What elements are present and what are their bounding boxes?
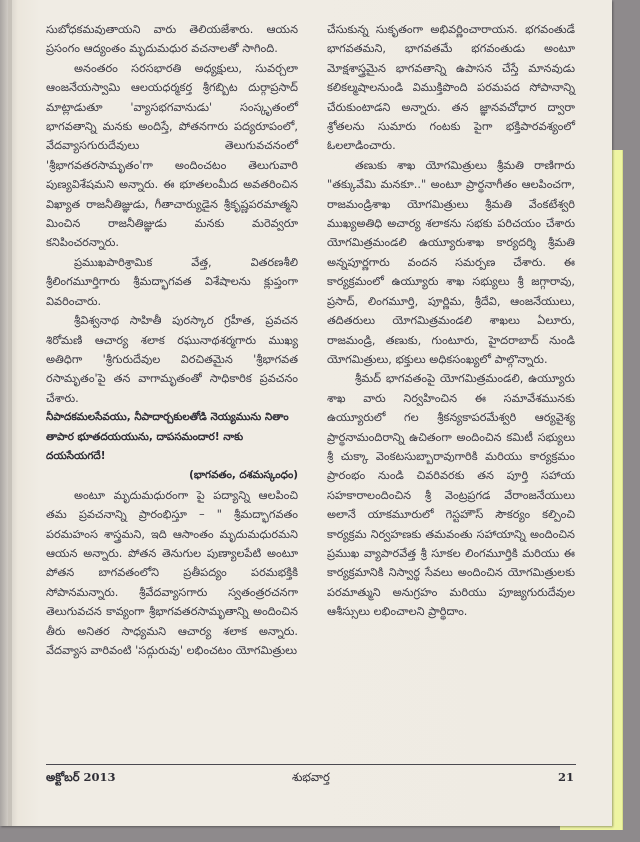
paragraph: చేసుకున్న సుకృతంగా అభివర్ణించారాయన. భగవంతుడే భాగవతమని, భాగవతమే భగవంతుడు అంటూ మోక్షశాస్త్రమైన భాగవతాన్ని ఉపాసన చేస్తే మానవుడు కలికల్మషాలనుండి విముక్తిపొంది పరమపద సోపానాన్ని చేరుకుంటాడని అన్నారు. తన జ్ఞానవచోధార ద్వారా శ్రోతలను సుమారు గంటకు పైగా భక్తిపారవశ్యంలో ఓలలాడించారు. [327, 23, 575, 153]
footer-divider [46, 764, 576, 765]
right-column [327, 20, 575, 622]
paragraph: అనంతరం సరసభారతి అధ్యక్షులు, సువర్చలా ఆంజనేయస్వామి ఆలయధర్మకర్త శ్రీగబ్బిట దుర్గాప్రసాద్ మాట్లాడుతూ 'వ్యాసభగవానుడు' సంస్కృతంలో భాగవతాన్ని మనకు అందిస్తే, పోతనగారు పద్యరూపంలో, వేదవ్యాసగురుదేవులు తెలుగువచనంలో 'శ్రీభాగవతరసామృతం'గా అందించటం తెలుగువారి పుణ్యవిశేషమని అన్నారు. ఈ భూతలంమీద అవతరించిన విఖ్యాత రాజనీతిజ్ఞుడు, గీతాచార్యుడైన శ్రీకృష్ణపరమాత్మని మించిన రాజనీతిజ్ఞుడు మనకు మరెవ్వరూ కనిపించరన్నారు. [46, 61, 298, 250]
footer-date: అక్టోబర్ 2013 [46, 770, 116, 784]
paragraph: ప్రముఖపారిశ్రామిక వేత్త, వితరణశీలి శ్రీలింగమూర్తిగారు శ్రీమద్భాగవత విశేషాలను క్లుప్తంగా వివరించారు. [46, 255, 298, 308]
footer-magazine-name: శుభవార్త [292, 770, 330, 784]
paragraph: సుబోధకమవుతాయని వారు తెలియజేశారు. ఆయన ప్రసంగం ఆద్యంతం మృదుమధుర వచనాలతో సాగింది. [46, 23, 298, 56]
paragraph: అంటూ మృదుమధురంగా పై పద్యాన్ని ఆలపించి తమ ప్రవచనాన్ని ప్రారంభిస్తూ – " శ్రీమద్భాగవతం పరమహంస శాస్త్రమని, ఇది ఆసాంతం మృదుమధురమని ఆయన అన్నారు. పోతన తెనుగుల పుణ్యాలపేటి అంటూ పోతన బాగవతంలోని ప్రతీపద్యం పరమభక్తికి సోపానమన్నారు. శ్రీవేదవ్యాసగారు స్వతంత్రరచనగా తెలుగువచన కావ్యంగా శ్రీభాగవతరసామృతాన్ని అందించిన తీరు అనితర సాధ్యమని ఆచార్య శలాక అన్నారు. వేదవ్యాస వారివంటి 'సద్గురువు' లభించటం యోగమిత్రులు [46, 488, 298, 657]
paragraph: శ్రీవిశ్వనాథ సాహితీ పురస్కార గ్రహీత, ప్రవచన శిరోమణి ఆచార్య శలాక రఘునాథశర్మగారు ముఖ్య అతిధిగా 'శ్రీగురుదేవుల విరచితమైన 'శ్రీభాగవత రసామృతం'పై తన వాగామృతంతో సాధికారిక ప్రవచనం చేశారు. [46, 314, 298, 405]
page-number: 21 [558, 770, 575, 784]
paragraph: తణుకు శాఖ యోగమిత్రులు శ్రీమతి రాణిగారు "తక్కువేమి మనకూ.." అంటూ ప్రార్థనాగీతం ఆలపించగా, రాజమండ్రిశాఖ యోగమిత్రులు శ్రీమతి వేంకటేశ్వరి ముఖ్యఅతిధి అచార్య శలాకను సభకు పరిచయం చేశారు యోగమిత్రమండలి ఉయ్యూరుశాఖ కార్యదర్శి శ్రీమతి అన్నపూర్ణగారు వందన సమర్పణ చేశారు. ఈ కార్యక్రమంలో ఉయ్యూరు శాఖ సభ్యులు శ్రీ జగ్గారావు, ప్రసాద్, లింగమూర్తి, పూర్ణిమ, శ్రీదేవి, ఆంజనేయులు, తదితరులు యోగమిత్రమండలి శాఖలు ఏలూరు, రాజమండ్రి, తణుకు, గుంటూరు, హైదరాబాద్ నుండి యోగమిత్రులు, భక్తులు అధికసంఖ్యలో పాల్గొన్నారు. [327, 158, 575, 366]
verse-source: (భాగవతం, దశమస్కంధం) [189, 469, 298, 482]
verse-line: తాపార భూతదయయును, దాపసమందార! నాకు దయసేయగదే! [46, 430, 244, 462]
paragraph: శ్రీమద్ భాగవతంపై యోగమిత్రమండలి, ఉయ్యూరు శాఖ వారు నిర్వహించిన ఈ సమావేశమునకు ఉయ్యూరులో గల శ్రీకన్యకాపరమేశ్వరి ఆర్యవైశ్య ప్రార్థనామందిరాన్ని ఉచితంగా అందించిన కమిటీ సభ్యులు శ్రీ చుక్కా వెంకటసుబ్బారావుగారికి మరియు కార్యక్రమం ప్రారంభం నుండి చివరివరకు తన పూర్తి సహాయ సహకారాలందించిన శ్రీ వెంట్రప్రగడ వేరాంజనేయులు అలానే యాకమూరులో గెస్టహౌస్ సౌకర్యం కల్పించి కార్యక్రమ నిర్వహణకు తమవంతు సహాయాన్ని అందించిన ప్రముఖ వ్యాపారవేత్త శ్రీ సూకల లింగమూర్తికి మరియు ఈ కార్యక్రమానికి నిస్వార్థ సేవలు అందించిన యోగమిత్రులకు పరమాత్ముని అనుగ్రహం మరియు పూజ్యగురుదేవుల ఆశీస్సులు లభించాలని ప్రార్థిదాం. [327, 372, 575, 619]
verse-line: నీపాదకమలసేవయు, నీపాదార్చకులతోడి నెయ్యమును నితాం [46, 411, 289, 424]
left-column [46, 20, 298, 660]
